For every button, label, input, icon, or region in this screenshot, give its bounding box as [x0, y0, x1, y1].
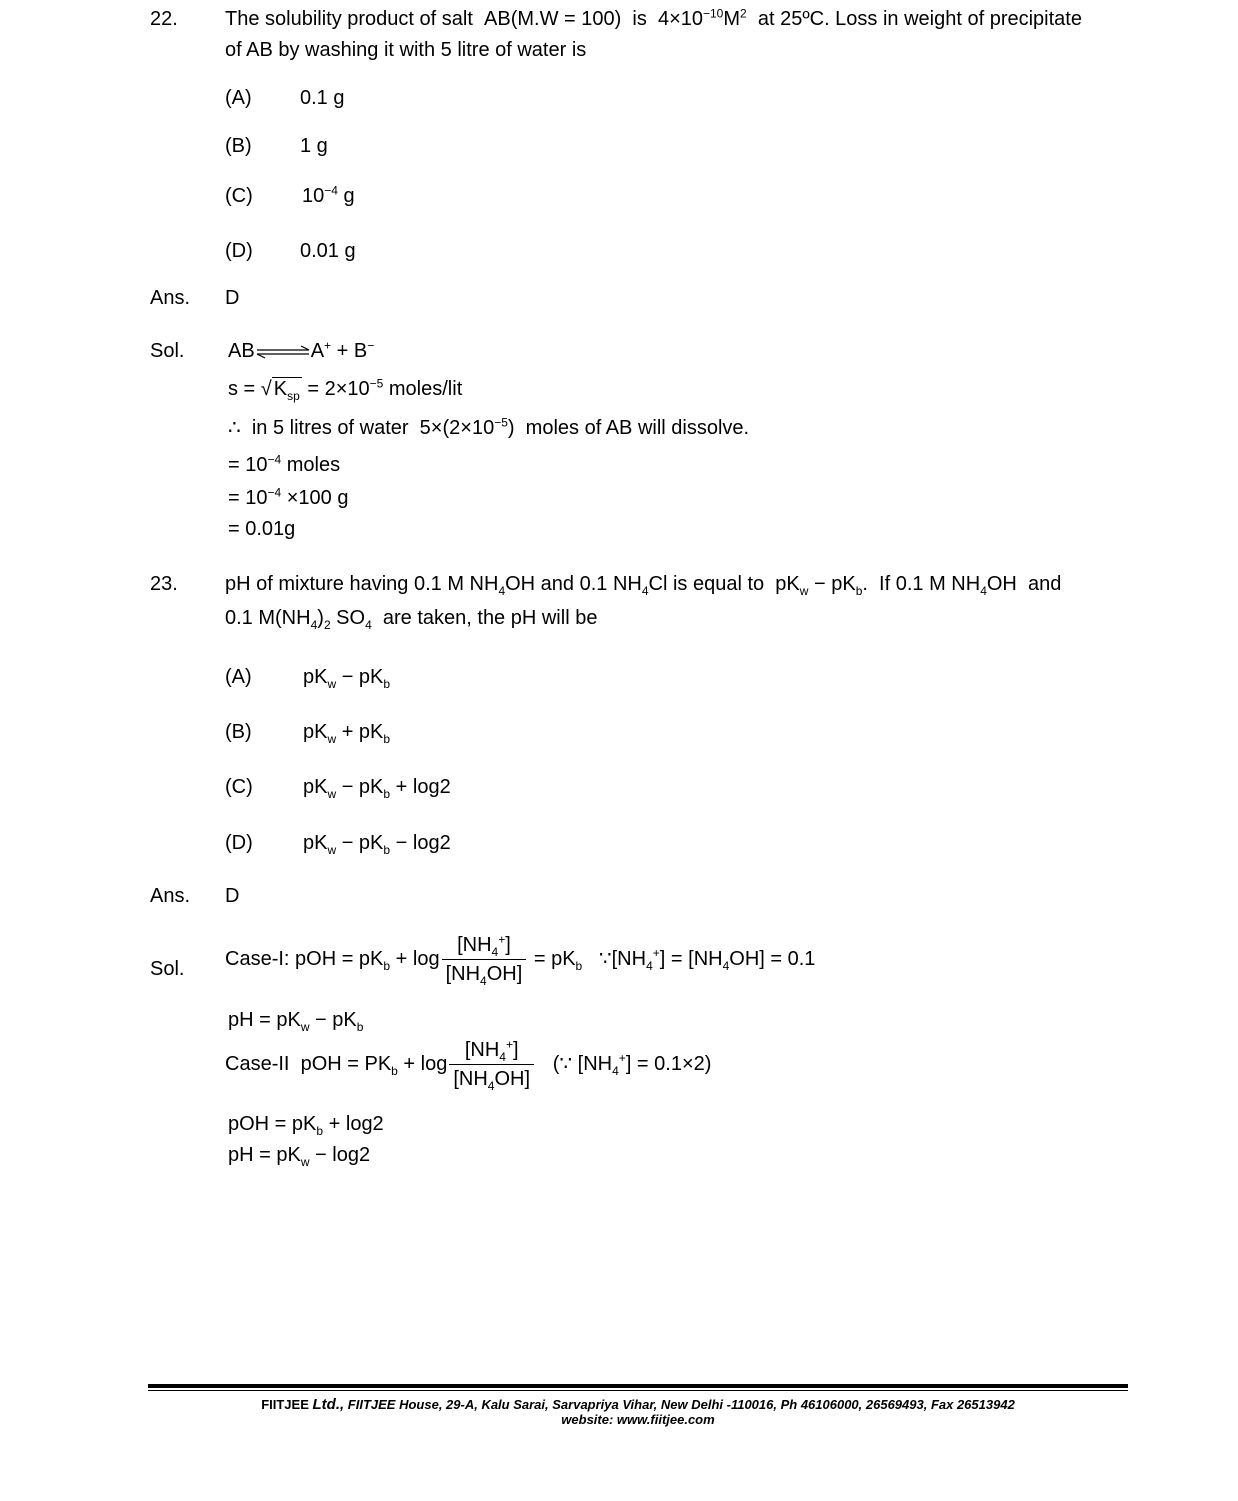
question-23-answer: D	[225, 885, 240, 907]
question-22-sol-line5: = $10^{-4} \times 100$ g	[228, 485, 349, 509]
question-23-option-c-text: $pK_w - pK_b + \log 2$	[303, 776, 451, 801]
question-23-option-d-label: (D)	[225, 832, 253, 854]
question-23-stem-line1: pH of mixture having 0.1 M $NH_4OH$ and 0.1 $NH_4Cl$ is equal to $pK_w - pK_b$. If 0.1 M $NH_4OH$ and	[225, 573, 1062, 598]
footer-rule-thin	[148, 1390, 1128, 1391]
question-22-number: 22.	[150, 8, 178, 30]
question-22-ans-label: Ans.	[150, 287, 191, 309]
question-22-option-c-label: (C)	[225, 185, 253, 207]
question-23-option-b-label: (B)	[225, 721, 252, 743]
footer-brand: FIITJEE	[261, 1397, 309, 1412]
question-23-stem-line2: 0.1 $M(NH_4)_2$ $SO_4$ are taken, the pH will be	[225, 607, 598, 632]
question-22-option-b-label: (B)	[225, 135, 252, 157]
question-22-option-a-text: 0.1 g	[300, 87, 345, 109]
question-22-stem-line2: of AB by washing it with 5 litre of water is	[225, 39, 587, 61]
question-22-stem-line1	[225, 7, 1082, 31]
question-23-sol-line2: pH = $pK_w - pK_b$	[228, 1009, 364, 1034]
question-22-sol-line1: AB A+ + B−	[228, 338, 375, 362]
question-23-sol-line1: Case-I: pOH = $pK_b + \log$ $\frac{[NH_4^+]}{[NH_4OH]}$ = $pK_b$ $\because[NH_4^+] = [NH_4OH] = 0.1$	[225, 932, 816, 988]
equilibrium-arrow-icon	[255, 345, 311, 359]
question-23-sol-label: Sol.	[150, 958, 185, 980]
question-22-sol-line4: = $10^{-4}$ moles	[228, 452, 341, 476]
question-23-option-a-text: $pK_w - pK_b$	[303, 666, 391, 691]
question-23-sol-line3: Case-II pOH = $PK_b + \log$ $\frac{[NH_4^+]}{[NH_4OH]}$ (∵ $[NH_4^+] = 0.1\times 2$)	[225, 1037, 712, 1093]
question-22-option-d-label: (D)	[225, 240, 253, 262]
footer-address-line	[0, 1396, 1238, 1413]
question-23-option-c-label: (C)	[225, 776, 253, 798]
question-22-option-a-label: (A)	[225, 87, 252, 109]
question-22-option-d-text: 0.01 g	[300, 240, 356, 262]
question-23-option-d-text: $pK_w - pK_b - \log 2$	[303, 832, 451, 857]
fraction: $\frac{[NH_4^+]}{[NH_4OH]}$	[449, 1038, 534, 1091]
question-23-number: 23.	[150, 573, 178, 595]
question-23-sol-line5: pH = $pK_w - \log 2$	[228, 1144, 371, 1169]
question-23-option-a-label: (A)	[225, 666, 252, 688]
question-22-sol-label: Sol.	[150, 340, 185, 362]
footer-website: website: www.fiitjee.com	[561, 1412, 715, 1427]
question-23-option-b-text: $pK_w + pK_b$	[303, 721, 391, 746]
footer-rule-thick	[148, 1384, 1128, 1388]
question-22-sol-line6: = 0.01g	[228, 518, 296, 540]
fraction: $\frac{[NH_4^+]}{[NH_4OH]}$	[442, 933, 527, 986]
footer-address: FIITJEE House, 29-A, Kalu Sarai, Sarvapriya Vihar, New Delhi -110016, Ph 46106000, 26569493, Fax 26513942	[347, 1397, 1015, 1412]
question-22-sol-line2: s = √ $K_{sp} = 2\times 10^{-5}$ moles/lit	[228, 376, 463, 403]
question-22-stem-formula: AB(M.W = 100) is $4\times 10^{-10}M^2$ at 25ºC. Loss in weight of precipitate	[478, 6, 1082, 30]
question-22-option-c-text: $10^{-4}$ g	[302, 183, 355, 207]
question-23-ans-label: Ans.	[150, 885, 191, 907]
question-23-sol-line4: pOH = $pK_b + \log 2$	[228, 1113, 384, 1138]
footer-company: Ltd.,	[312, 1396, 345, 1413]
question-22-answer: D	[225, 287, 240, 309]
question-22-stem-part1: The solubility product of salt	[225, 8, 473, 30]
question-22-sol-line3: ∴ in 5 litres of water $5\times(2\times 10^{-5})$ moles of AB will dissolve.	[228, 415, 750, 439]
question-22-option-b-text: 1 g	[300, 135, 328, 157]
